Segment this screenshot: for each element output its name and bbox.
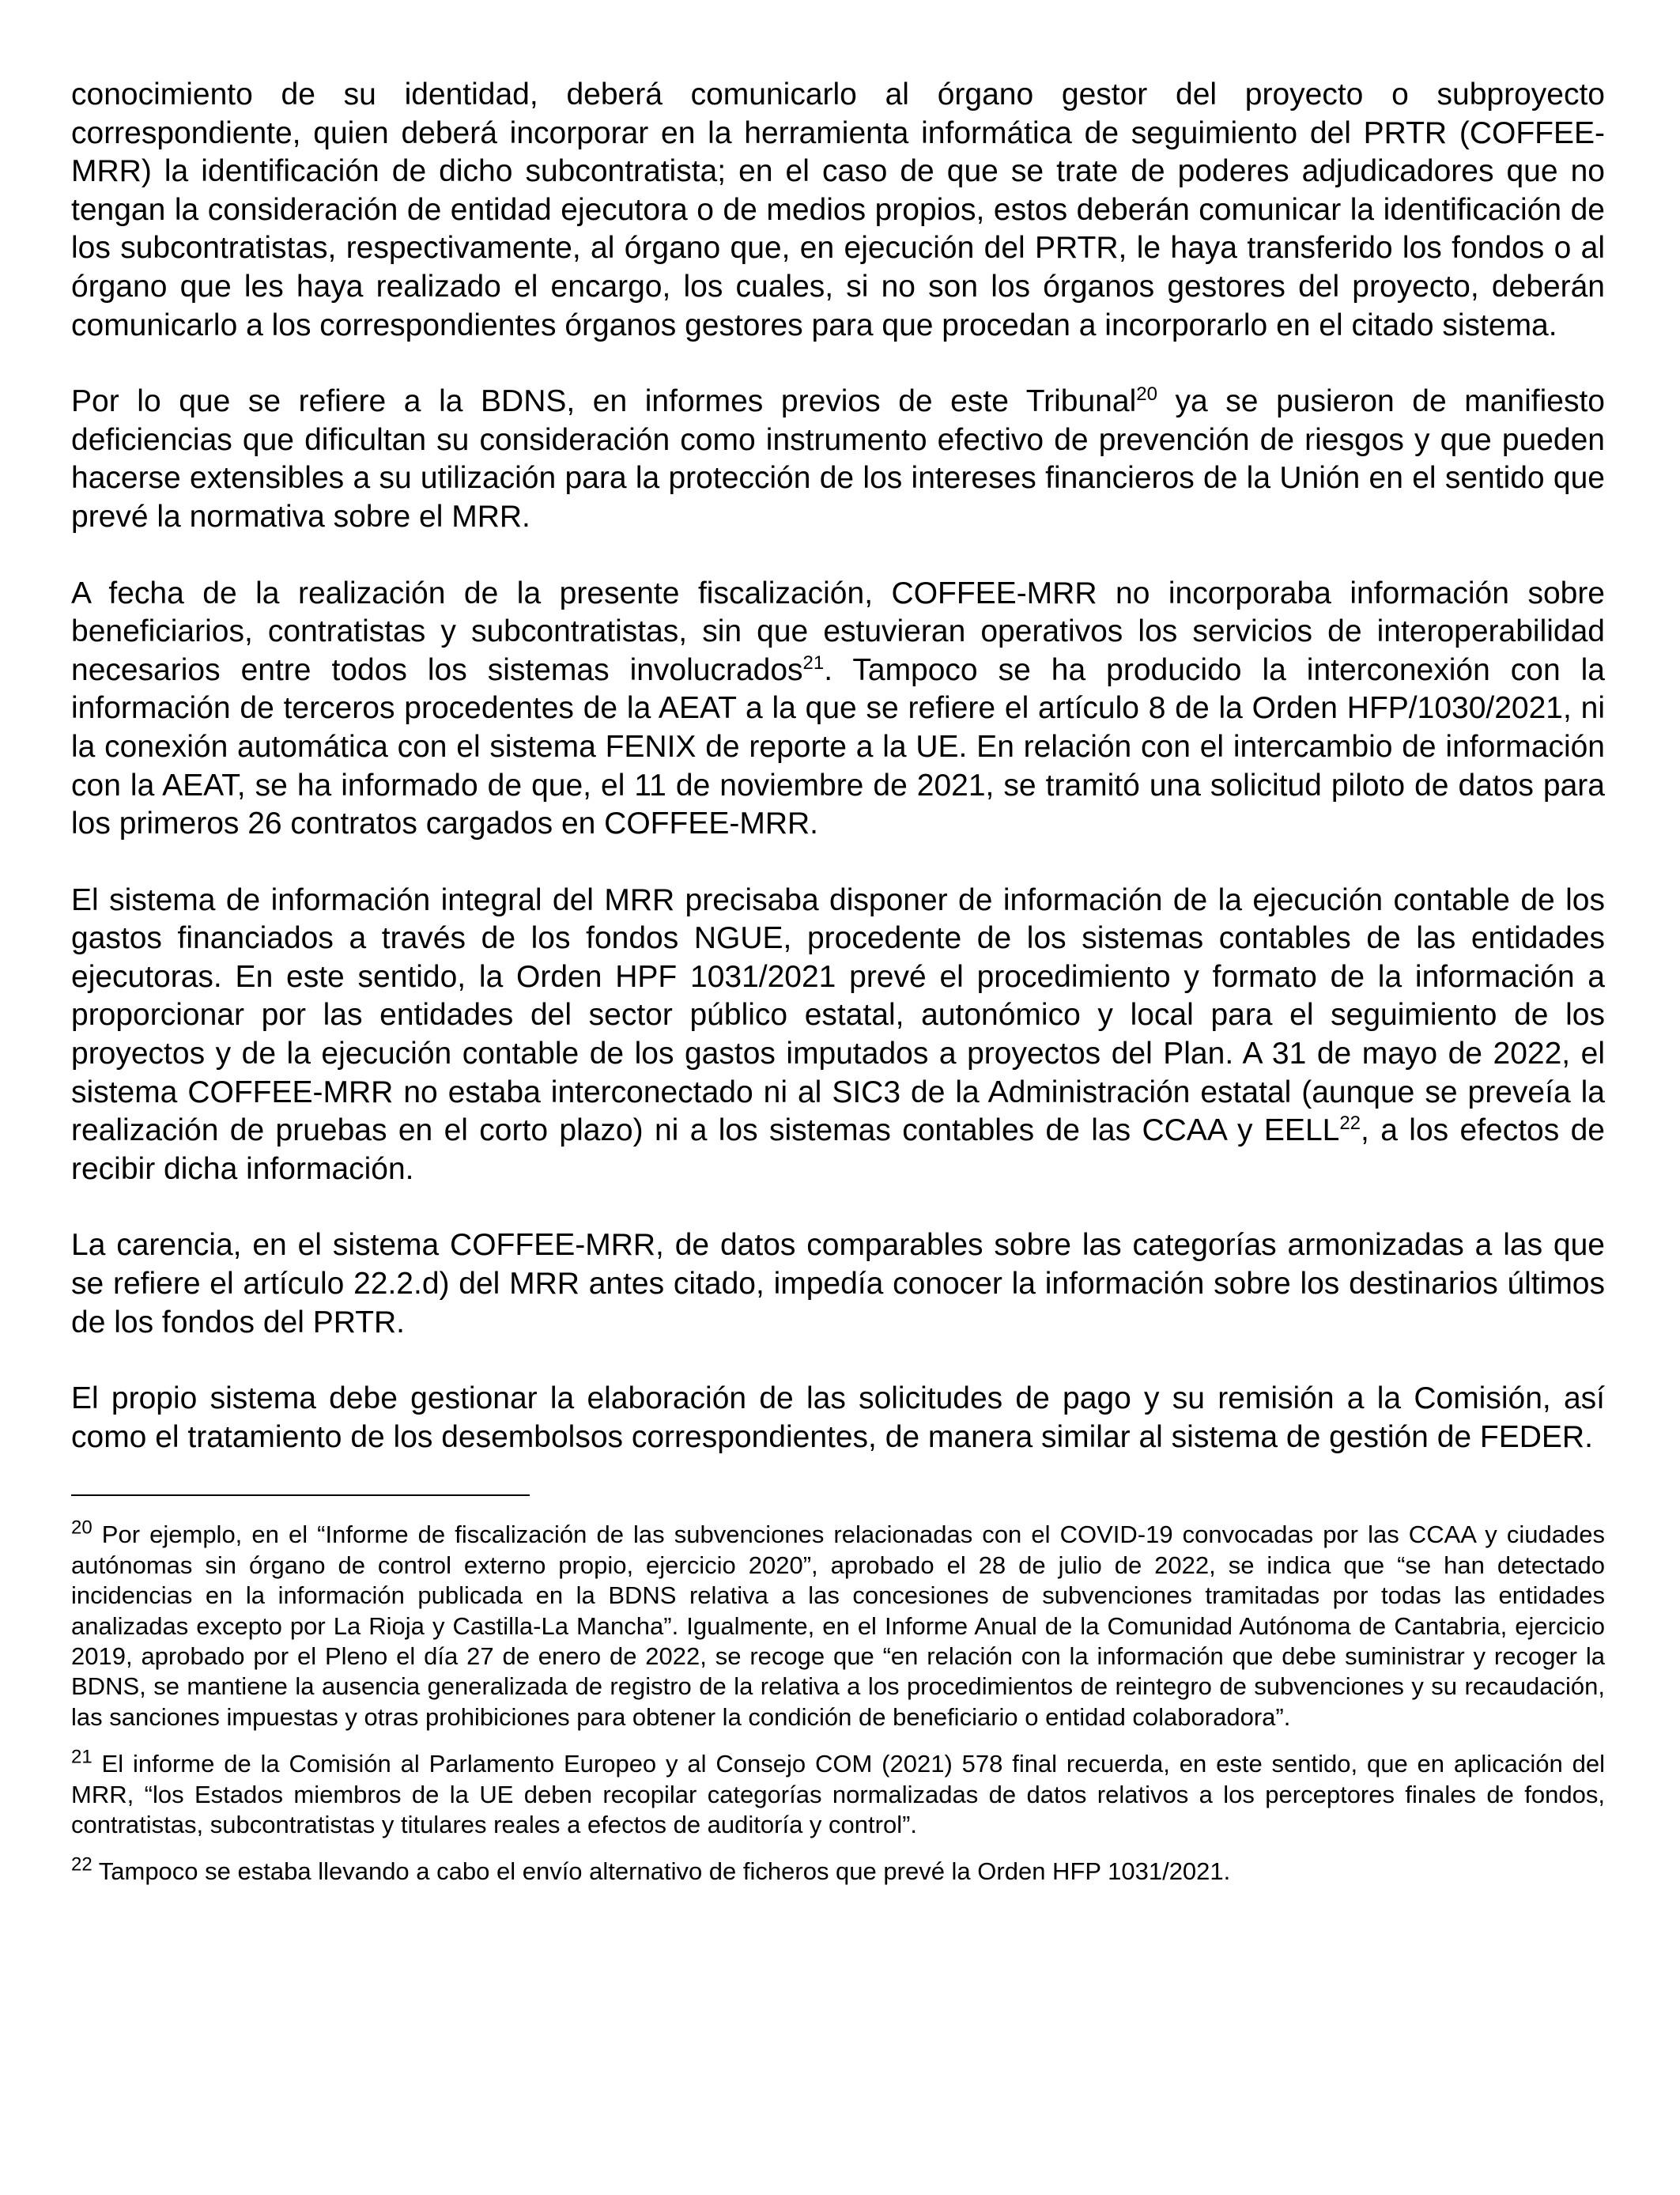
paragraph-1 (71, 76, 1605, 345)
footnote-separator (71, 1494, 530, 1496)
paragraph-5 (71, 1226, 1605, 1342)
footnote-21 (71, 1746, 1605, 1840)
paragraph-3-text-b: . Tampoco se ha producido la interconexión con la información de terceros procedentes de la AEAT a la que se refiere el artículo 8 de la Orden HFP/1030/2021, ni la conexión automática con el sistema FENIX de reporte a la UE. En relación con el intercambio de información con la AEAT, se ha informado de que, el 11 de noviembre de 2021, se tramitó una solicitud piloto de datos para los primeros 26 contratos cargados en COFFEE-MRR. (71, 652, 1605, 841)
paragraph-4-text-b: , a los efectos de recibir dicha información. (71, 1113, 1605, 1186)
paragraph-5-text: La carencia, en el sistema COFFEE-MRR, de datos comparables sobre las categorías armonizadas a las que se refiere el artículo 22.2.d) del MRR antes citado, impedía conocer la información sobre los destinarios últimos de los fondos del PRTR. (71, 1228, 1605, 1339)
paragraph-4 (71, 882, 1605, 1189)
footnote-21-text: El informe de la Comisión al Parlamento Europeo y al Consejo COM (2021) 578 final recuerda, en este sentido, que en aplicación del MRR, “los Estados miembros de la UE deben recopilar categorías normalizadas de datos relativos a los perceptores finales de fondos, contratistas, subcontratistas y titulares reales a efectos de auditoría y control”. (71, 1750, 1605, 1839)
footnote-number-20: 20 (71, 1517, 92, 1540)
footnote-ref-21[interactable]: 21 (802, 652, 825, 674)
document-page (71, 76, 1605, 1904)
footnote-22-text: Tampoco se estaba llevando a cabo el envío alternativo de ficheros que prevé la Orden HFP 1031/2021. (92, 1857, 1231, 1886)
paragraph-6 (71, 1380, 1605, 1456)
footnote-ref-22[interactable]: 22 (1339, 1113, 1361, 1135)
paragraph-2 (71, 383, 1605, 536)
paragraph-6-text: El propio sistema debe gestionar la elaboración de las solicitudes de pago y su remisión a la Comisión, así como el tratamiento de los desembolsos correspondientes, de manera similar al sistema de gestión de FEDER. (71, 1381, 1605, 1454)
paragraph-2-text-a: Por lo que se refiere a la BDNS, en informes previos de este Tribunal (71, 384, 1137, 419)
footnote-number-21: 21 (71, 1746, 92, 1768)
paragraph-2-text-b: ya se pusieron de manifiesto deficiencias que dificultan su consideración como instrumento efectivo de prevención de riesgos y que pueden hacerse extensibles a su utilización para la protección de los intereses financieros de la Unión en el sentido que prevé la normativa sobre el MRR. (71, 384, 1605, 534)
paragraph-3-text-a: A fecha de la realización de la presente fiscalización, COFFEE-MRR no incorporaba información sobre beneficiarios, contratistas y subcontratistas, sin que estuvieran operativos los servicios de interoperabilidad necesarios entre todos los sistemas involucrados (71, 576, 1605, 687)
footnote-ref-20[interactable]: 20 (1136, 383, 1157, 406)
footnote-20 (71, 1517, 1605, 1732)
paragraph-4-text-a: El sistema de información integral del MRR precisaba disponer de información de la ejecución contable de los gastos financiados a través de los fondos NGUE, procedente de los sistemas contables de las entidades ejecutoras. En este sentido, la Orden HPF 1031/2021 prevé el procedimiento y formato de la información a proporcionar por las entidades del sector público estatal, autonómico y local para el seguimiento de los proyectos y de la ejecución contable de los gastos imputados a proyectos del Plan. A 31 de mayo de 2022, el sistema COFFEE-MRR no estaba interconectado ni al SIC3 de la Administración estatal (aunque se preveía la realización de pruebas en el corto plazo) ni a los sistemas contables de las CCAA y EELL (71, 882, 1605, 1148)
footnote-22 (71, 1854, 1605, 1887)
footnote-number-22: 22 (71, 1854, 92, 1876)
footnote-20-text: Por ejemplo, en el “Informe de fiscalización de las subvenciones relacionadas con el COVID-19 convocadas por las CCAA y ciudades autónomas sin órgano de control externo propio, ejercicio 2020”, aprobado el 28 de julio de 2022, se indica que “se han detectado incidencias en la información publicada en la BDNS relativa a las concesiones de subvenciones tramitadas por todas las entidades analizadas excepto por La Rioja y Castilla-La Mancha”. Igualmente, en el Informe Anual de la Comunidad Autónoma de Cantabria, ejercicio 2019, aprobado por el Pleno el día 27 de enero de 2022, se recoge que “en relación con la información que debe suministrar y recoger la BDNS, se mantiene la ausencia generalizada de registro de la relativa a los procedimientos de reintegro de subvenciones y su recaudación, las sanciones impuestas y otras prohibiciones para obtener la condición de beneficiario o entidad colaboradora”. (71, 1521, 1605, 1731)
paragraph-1-text: conocimiento de su identidad, deberá comunicarlo al órgano gestor del proyecto o subproyecto correspondiente, quien deberá incorporar en la herramienta informática de seguimiento del PRTR (COFFEE-MRR) la identificación de dicho subcontratista; en el caso de que se trate de poderes adjudicadores que no tengan la consideración de entidad ejecutora o de medios propios, estos deberán comunicar la identificación de los subcontratistas, respectivamente, al órgano que, en ejecución del PRTR, le haya transferido los fondos o al órgano que les haya realizado el encargo, los cuales, si no son los órganos gestores del proyecto, deberán comunicarlo a los correspondientes órganos gestores para que procedan a incorporarlo en el citado sistema. (71, 77, 1605, 342)
paragraph-3 (71, 575, 1605, 844)
